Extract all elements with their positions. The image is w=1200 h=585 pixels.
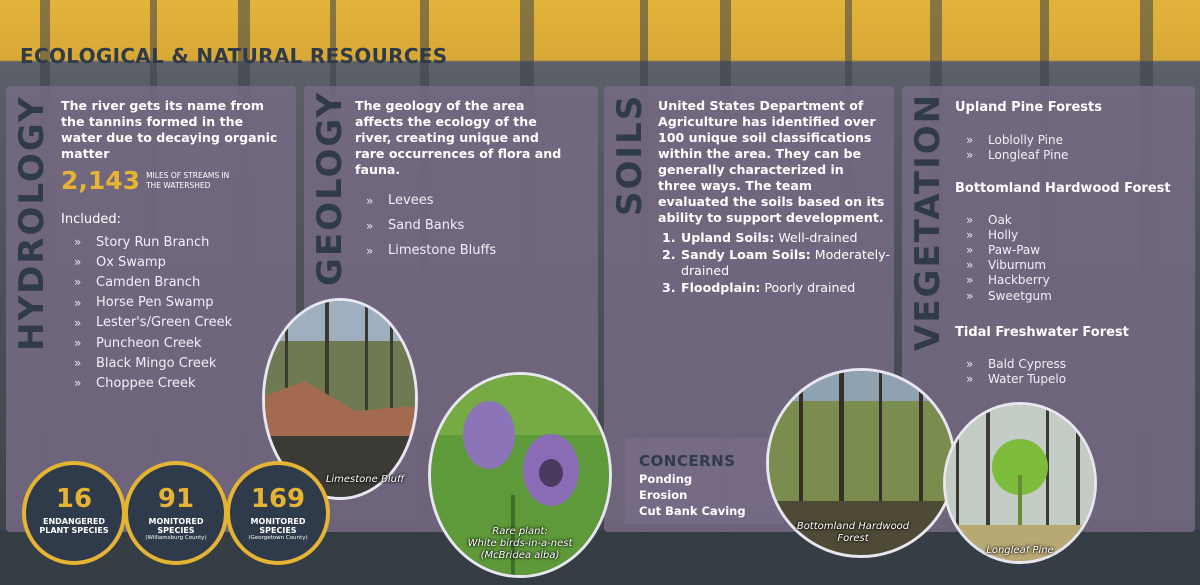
veg-list-tidal (966, 356, 1066, 387)
list-item: » Lester's/Green Creek (74, 315, 233, 331)
concerns-item: Erosion (639, 488, 688, 502)
chevron-icon: » (74, 275, 82, 290)
soils-intro: United States Department of Agriculture has identified over 100 unique soil classifications within the area. They can be generally characterized in three ways. The team evaluated the soils based on its ability to support development. (658, 98, 885, 225)
williamsburg-species-stat (124, 461, 228, 565)
chevron-icon: » (74, 315, 82, 330)
chevron-icon: » (74, 295, 82, 310)
photo-caption: Limestone Bluff (325, 474, 405, 485)
stat-label: MONITORED SPECIES (148, 517, 204, 535)
chevron-icon: » (74, 235, 82, 250)
photo-caption-bottomland: Bottomland Hardwood Forest (796, 521, 910, 544)
list-item: » Oak (966, 212, 1012, 227)
hydrology-title: HYDROLOGY (12, 95, 52, 351)
georgetown-species-stat (226, 461, 330, 565)
list-item: » Loblolly Pine (966, 132, 1063, 147)
streams-label-2: THE WATERSHED (146, 180, 211, 190)
stat-value: 169 (250, 484, 306, 514)
hydrology-panel (6, 86, 296, 532)
stat-label: MONITORED SPECIES (250, 517, 306, 535)
endangered-species-stat (22, 461, 126, 565)
list-item: » Holly (966, 227, 1019, 242)
veg-group-title: Tidal Freshwater Forest (955, 325, 1129, 340)
list-item: » Camden Branch (74, 274, 201, 290)
chevron-icon: » (74, 255, 82, 270)
chevron-icon: » (74, 376, 82, 391)
vegetation-title: VEGETATION (908, 92, 948, 351)
list-item: » Puncheon Creek (74, 335, 202, 351)
veg-group-title: Bottomland Hardwood Forest (955, 181, 1171, 196)
chevron-icon: » (966, 258, 974, 273)
list-item: » Ox Swamp (74, 254, 166, 270)
concerns-item: Cut Bank Caving (639, 504, 746, 518)
list-item: » Limestone Bluffs (366, 243, 497, 258)
hydrology-intro: The river gets its name from the tannins formed in the water due to decaying organic matter (61, 98, 278, 161)
photo-caption-rare: Rare plant: White birds-in-a-nest (McBridea alba) (467, 526, 573, 561)
stat-sublabel: (Georgetown County) (248, 535, 308, 541)
list-item: » Choppee Creek (74, 375, 196, 391)
list-item: 1. Upland Soils: Well-drained (662, 230, 858, 245)
chevron-icon: » (74, 336, 82, 351)
stat-label: ENDANGERED PLANT SPECIES (39, 517, 109, 535)
page-title: ECOLOGICAL & NATURAL RESOURCES (20, 44, 448, 68)
chevron-icon: » (966, 288, 974, 303)
list-item: » Hackberry (966, 273, 1050, 288)
list-item: » Story Run Branch (74, 234, 210, 250)
list-item: » Sweetgum (966, 288, 1052, 303)
chevron-icon: » (966, 227, 974, 242)
chevron-icon: » (366, 218, 374, 233)
stat-value: 91 (157, 484, 195, 514)
list-item: » Sand Banks (366, 218, 465, 233)
included-label: Included: (61, 212, 121, 227)
photo-caption: Longleaf Pine (986, 545, 1054, 556)
concerns-item: Ponding (639, 472, 693, 486)
geology-title: GEOLOGY (310, 90, 350, 286)
streams-value: 2,143 (61, 166, 141, 195)
chevron-icon: » (74, 356, 82, 371)
soils-title: SOILS (610, 93, 650, 216)
chevron-icon: » (966, 372, 974, 387)
list-item: 3. Floodplain: Poorly drained (662, 280, 856, 295)
list-item: » Paw-Paw (966, 242, 1041, 257)
list-item: » Viburnum (966, 258, 1047, 273)
veg-list-upland (966, 132, 1068, 163)
streams-stat (61, 166, 229, 195)
veg-list-bottomland (966, 212, 1052, 303)
chevron-icon: » (966, 148, 974, 163)
list-item: » Black Mingo Creek (74, 355, 217, 371)
geology-intro: The geology of the area affects the ecology of the river, creating unique and rare occurrences of flora and fauna. (355, 98, 562, 177)
geology-list (366, 188, 496, 263)
list-item: » Horse Pen Swamp (74, 295, 214, 311)
hydrology-list (74, 232, 232, 394)
list-item: » Longleaf Pine (966, 148, 1069, 163)
list-item: » Levees (366, 193, 434, 208)
streams-label-1: MILES OF STREAMS IN (146, 170, 230, 180)
concerns-box (625, 438, 783, 524)
list-item: » Water Tupelo (966, 372, 1067, 387)
chevron-icon: » (966, 212, 974, 227)
chevron-icon: » (966, 132, 974, 147)
chevron-icon: » (366, 193, 374, 208)
chevron-icon: » (966, 273, 974, 288)
stat-value: 16 (55, 484, 93, 514)
list-item: 2. Sandy Loam Soils: Moderately- drained (662, 247, 890, 278)
chevron-icon: » (966, 356, 974, 371)
chevron-icon: » (966, 242, 974, 257)
longleaf-pine-photo (943, 402, 1097, 564)
list-item: » Bald Cypress (966, 356, 1067, 371)
veg-group-title: Upland Pine Forests (955, 100, 1102, 115)
soils-list (662, 230, 890, 296)
chevron-icon: » (366, 243, 374, 258)
concerns-title: CONCERNS (639, 452, 736, 470)
stat-sublabel: (Williamsburg County) (145, 535, 207, 541)
